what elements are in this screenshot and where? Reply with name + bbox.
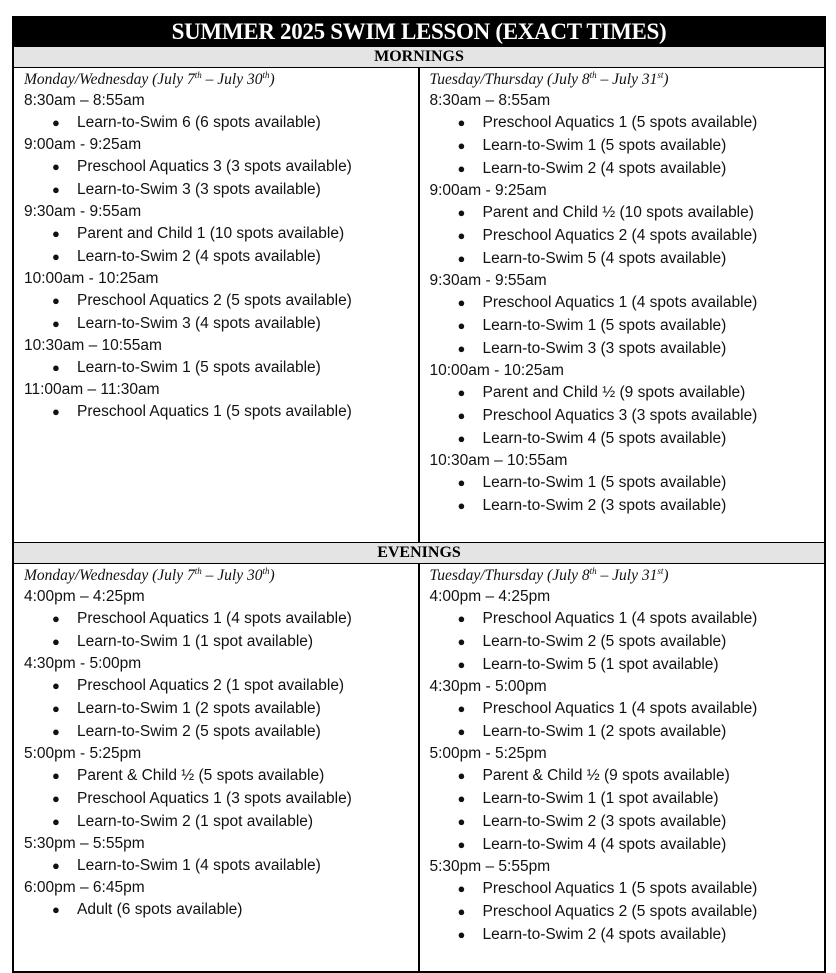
lesson-label: Parent & Child ½ (5 spots available) [77, 767, 325, 784]
lesson-label: Learn-to-Swim 2 (3 spots available) [482, 813, 727, 830]
lesson-label: Learn-to-Swim 2 (4 spots available) [482, 926, 727, 943]
bullet-icon: ● [457, 251, 466, 266]
lesson-label: Learn-to-Swim 2 (4 spots available) [482, 160, 727, 177]
lesson-label: Preschool Aquatics 3 (3 spots available) [482, 407, 758, 424]
list-item [430, 381, 825, 404]
bullet-icon: ● [457, 881, 466, 896]
bullet-icon: ● [457, 385, 466, 400]
time-slot: 11:00am – 11:30am [24, 381, 160, 398]
bullet-icon: ● [52, 791, 60, 806]
bullet-icon: ● [52, 678, 60, 693]
day-range-heading [430, 566, 825, 586]
lesson-label: Learn-to-Swim 2 (3 spots available) [482, 497, 727, 514]
list-item [430, 787, 825, 810]
bullet-icon: ● [457, 431, 466, 446]
evenings-tue-thu-column [420, 564, 825, 971]
lesson-label: Preschool Aquatics 2 (4 spots available) [482, 227, 758, 244]
list-item [430, 923, 825, 946]
list-item [430, 653, 825, 676]
time-slot: 8:30am – 8:55am [24, 92, 145, 109]
list-item [24, 155, 418, 178]
day-range-mid: – July 31 [596, 567, 658, 584]
time-slot: 4:00pm – 4:25pm [429, 588, 551, 605]
lesson-label: Parent & Child ½ (9 spots available) [482, 767, 730, 784]
list-item [430, 404, 825, 427]
list-item [24, 222, 418, 245]
list-item [430, 337, 825, 360]
bullet-icon: ● [52, 611, 60, 626]
day-range-heading [430, 70, 825, 90]
time-slot: 10:00am - 10:25am [429, 362, 564, 379]
lesson-label: Learn-to-Swim 4 (4 spots available) [482, 836, 727, 853]
bullet-icon: ● [457, 408, 466, 423]
bullet-icon: ● [52, 634, 60, 649]
list-item [430, 224, 825, 247]
lesson-label: Preschool Aquatics 1 (4 spots available) [482, 700, 758, 717]
bullet-icon: ● [457, 904, 466, 919]
list-item [24, 720, 418, 743]
day-range-sup2: st [657, 70, 664, 80]
bullet-icon: ● [52, 159, 60, 174]
lesson-label: Learn-to-Swim 1 (5 spots available) [482, 474, 727, 491]
list-item [430, 157, 825, 180]
bullet-icon: ● [52, 404, 60, 419]
mornings-tue-thu-column [420, 68, 825, 542]
lesson-label: Learn-to-Swim 3 (4 spots available) [77, 315, 321, 332]
bullet-icon: ● [457, 115, 466, 130]
bullet-icon: ● [52, 701, 60, 716]
bullet-icon: ● [457, 138, 466, 153]
lesson-label: Preschool Aquatics 2 (1 spot available) [77, 677, 345, 694]
time-slot: 8:30am – 8:55am [429, 92, 551, 109]
bullet-icon: ● [457, 657, 466, 672]
list-item [430, 720, 825, 743]
list-item [430, 697, 825, 720]
list-item [24, 312, 418, 335]
evenings-heading: EVENINGS [14, 542, 824, 564]
bullet-icon: ● [457, 228, 466, 243]
time-slot: 10:30am – 10:55am [429, 452, 568, 469]
bullet-icon: ● [457, 701, 466, 716]
list-item [430, 607, 825, 630]
mornings-heading: MORNINGS [14, 46, 824, 68]
bullet-icon: ● [457, 341, 466, 356]
lesson-label: Preschool Aquatics 1 (5 spots available) [482, 880, 758, 897]
list-item [430, 764, 825, 787]
time-slot: 6:00pm – 6:45pm [24, 879, 145, 896]
list-item [24, 356, 418, 379]
bullet-icon: ● [457, 724, 466, 739]
bullet-icon: ● [457, 205, 466, 220]
lesson-label: Learn-to-Swim 2 (4 spots available) [77, 248, 321, 265]
bullet-icon: ● [52, 249, 60, 264]
bullet-icon: ● [457, 634, 466, 649]
day-range-mid: – July 31 [596, 71, 658, 88]
lesson-label: Preschool Aquatics 2 (5 spots available) [77, 292, 352, 309]
bullet-icon: ● [457, 927, 466, 942]
time-slot: 4:00pm – 4:25pm [24, 588, 145, 605]
bullet-icon: ● [52, 115, 60, 130]
mornings-mon-wed-column [14, 68, 420, 542]
list-item [24, 787, 418, 810]
lesson-label: Preschool Aquatics 1 (5 spots available) [482, 114, 758, 131]
time-slot: 5:00pm - 5:25pm [24, 745, 142, 762]
lesson-label: Learn-to-Swim 5 (1 spot available) [482, 656, 719, 673]
day-range-sup1: th [194, 566, 202, 576]
lesson-label: Learn-to-Swim 1 (2 spots available) [482, 723, 727, 740]
lesson-label: Learn-to-Swim 1 (5 spots available) [77, 359, 321, 376]
bullet-icon: ● [457, 791, 466, 806]
day-range-sup1: th [589, 70, 597, 80]
evenings-row [14, 564, 824, 971]
lesson-label: Parent and Child ½ (9 spots available) [482, 384, 746, 401]
lesson-label: Preschool Aquatics 1 (4 spots available) [482, 294, 758, 311]
day-range-mid: – July 30 [201, 71, 263, 88]
lesson-label: Learn-to-Swim 6 (6 spots available) [77, 114, 321, 131]
lesson-label: Parent and Child 1 (10 spots available) [77, 225, 345, 242]
list-item [24, 810, 418, 833]
day-range-label: Tuesday/Thursday (July 8 [429, 71, 590, 88]
list-item [430, 291, 825, 314]
list-item [24, 178, 418, 201]
lesson-label: Learn-to-Swim 1 (2 spots available) [77, 700, 321, 717]
bullet-icon: ● [457, 611, 466, 626]
bullet-icon: ● [52, 226, 60, 241]
mornings-row [14, 68, 824, 542]
list-item [24, 697, 418, 720]
bullet-icon: ● [52, 814, 60, 829]
list-item [430, 494, 825, 517]
bullet-icon: ● [52, 768, 60, 783]
list-item [24, 674, 418, 697]
list-item [430, 427, 825, 450]
list-item [430, 134, 825, 157]
list-item [430, 877, 825, 900]
list-item [430, 314, 825, 337]
time-slot: 5:30pm – 5:55pm [24, 835, 145, 852]
day-range-sup2: th [262, 566, 270, 576]
day-range-end: ) [269, 567, 275, 584]
bullet-icon: ● [52, 293, 60, 308]
day-range-end: ) [269, 71, 275, 88]
bullet-icon: ● [457, 161, 466, 176]
lesson-label: Learn-to-Swim 1 (1 spot available) [482, 790, 719, 807]
list-item [430, 833, 825, 856]
lesson-label: Learn-to-Swim 5 (4 spots available) [482, 250, 727, 267]
lesson-label: Learn-to-Swim 4 (5 spots available) [482, 430, 727, 447]
list-item [430, 201, 825, 224]
bullet-icon: ● [52, 724, 60, 739]
lesson-label: Learn-to-Swim 1 (5 spots available) [482, 137, 727, 154]
lesson-label: Preschool Aquatics 2 (5 spots available) [482, 903, 758, 920]
lesson-label: Learn-to-Swim 2 (1 spot available) [77, 813, 314, 830]
time-slot: 10:00am - 10:25am [24, 270, 159, 287]
list-item [430, 810, 825, 833]
day-range-label: Tuesday/Thursday (July 8 [429, 567, 590, 584]
bullet-icon: ● [457, 837, 466, 852]
lesson-label: Learn-to-Swim 3 (3 spots available) [77, 181, 321, 198]
schedule-table [12, 16, 826, 973]
bullet-icon: ● [52, 316, 60, 331]
lesson-label: Preschool Aquatics 1 (5 spots available) [77, 403, 352, 420]
list-item [430, 111, 825, 134]
day-range-heading [24, 70, 418, 90]
list-item [24, 764, 418, 787]
lesson-label: Preschool Aquatics 1 (3 spots available) [77, 790, 352, 807]
lesson-label: Learn-to-Swim 3 (3 spots available) [482, 340, 727, 357]
list-item [24, 854, 418, 877]
bullet-icon: ● [457, 318, 466, 333]
list-item [430, 630, 825, 653]
day-range-sup1: th [589, 566, 597, 576]
time-slot: 9:00am - 9:25am [24, 136, 142, 153]
day-range-sup2: th [262, 70, 270, 80]
lesson-label: Learn-to-Swim 1 (5 spots available) [482, 317, 727, 334]
list-item [24, 607, 418, 630]
list-item [24, 289, 418, 312]
day-range-heading [24, 566, 418, 586]
lesson-label: Learn-to-Swim 1 (1 spot available) [77, 633, 314, 650]
bullet-icon: ● [457, 768, 466, 783]
bullet-icon: ● [457, 475, 466, 490]
time-slot: 4:30pm - 5:00pm [24, 655, 142, 672]
time-slot: 9:30am - 9:55am [24, 203, 142, 220]
list-item [24, 630, 418, 653]
lesson-label: Parent and Child ½ (10 spots available) [482, 204, 754, 221]
lesson-label: Learn-to-Swim 2 (5 spots available) [482, 633, 727, 650]
time-slot: 10:30am – 10:55am [24, 337, 162, 354]
time-slot: 5:30pm – 5:55pm [429, 858, 551, 875]
list-item [24, 111, 418, 134]
day-range-label: Monday/Wednesday (July 7 [24, 567, 195, 584]
page-title: SUMMER 2025 SWIM LESSON (EXACT TIMES) [14, 18, 824, 46]
lesson-label: Adult (6 spots available) [77, 901, 243, 918]
day-range-sup2: st [657, 566, 664, 576]
day-range-label: Monday/Wednesday (July 7 [24, 71, 195, 88]
bullet-icon: ● [52, 360, 60, 375]
time-slot: 9:30am - 9:55am [429, 272, 547, 289]
list-item [24, 898, 418, 921]
list-item [430, 471, 825, 494]
time-slot: 4:30pm - 5:00pm [429, 678, 547, 695]
lesson-label: Preschool Aquatics 3 (3 spots available) [77, 158, 352, 175]
bullet-icon: ● [52, 182, 60, 197]
day-range-end: ) [663, 567, 669, 584]
list-item [24, 400, 418, 423]
bullet-icon: ● [52, 858, 60, 873]
list-item [430, 900, 825, 923]
lesson-label: Learn-to-Swim 2 (5 spots available) [77, 723, 321, 740]
time-slot: 5:00pm - 5:25pm [429, 745, 547, 762]
bullet-icon: ● [457, 498, 466, 513]
day-range-sup1: th [194, 70, 202, 80]
list-item [24, 245, 418, 268]
list-item [430, 247, 825, 270]
evenings-mon-wed-column [14, 564, 420, 971]
bullet-icon: ● [457, 295, 466, 310]
bullet-icon: ● [52, 902, 60, 917]
day-range-mid: – July 30 [201, 567, 263, 584]
time-slot: 9:00am - 9:25am [429, 182, 547, 199]
bullet-icon: ● [457, 814, 466, 829]
day-range-end: ) [663, 71, 669, 88]
lesson-label: Preschool Aquatics 1 (4 spots available) [77, 610, 352, 627]
lesson-label: Learn-to-Swim 1 (4 spots available) [77, 857, 321, 874]
lesson-label: Preschool Aquatics 1 (4 spots available) [482, 610, 758, 627]
